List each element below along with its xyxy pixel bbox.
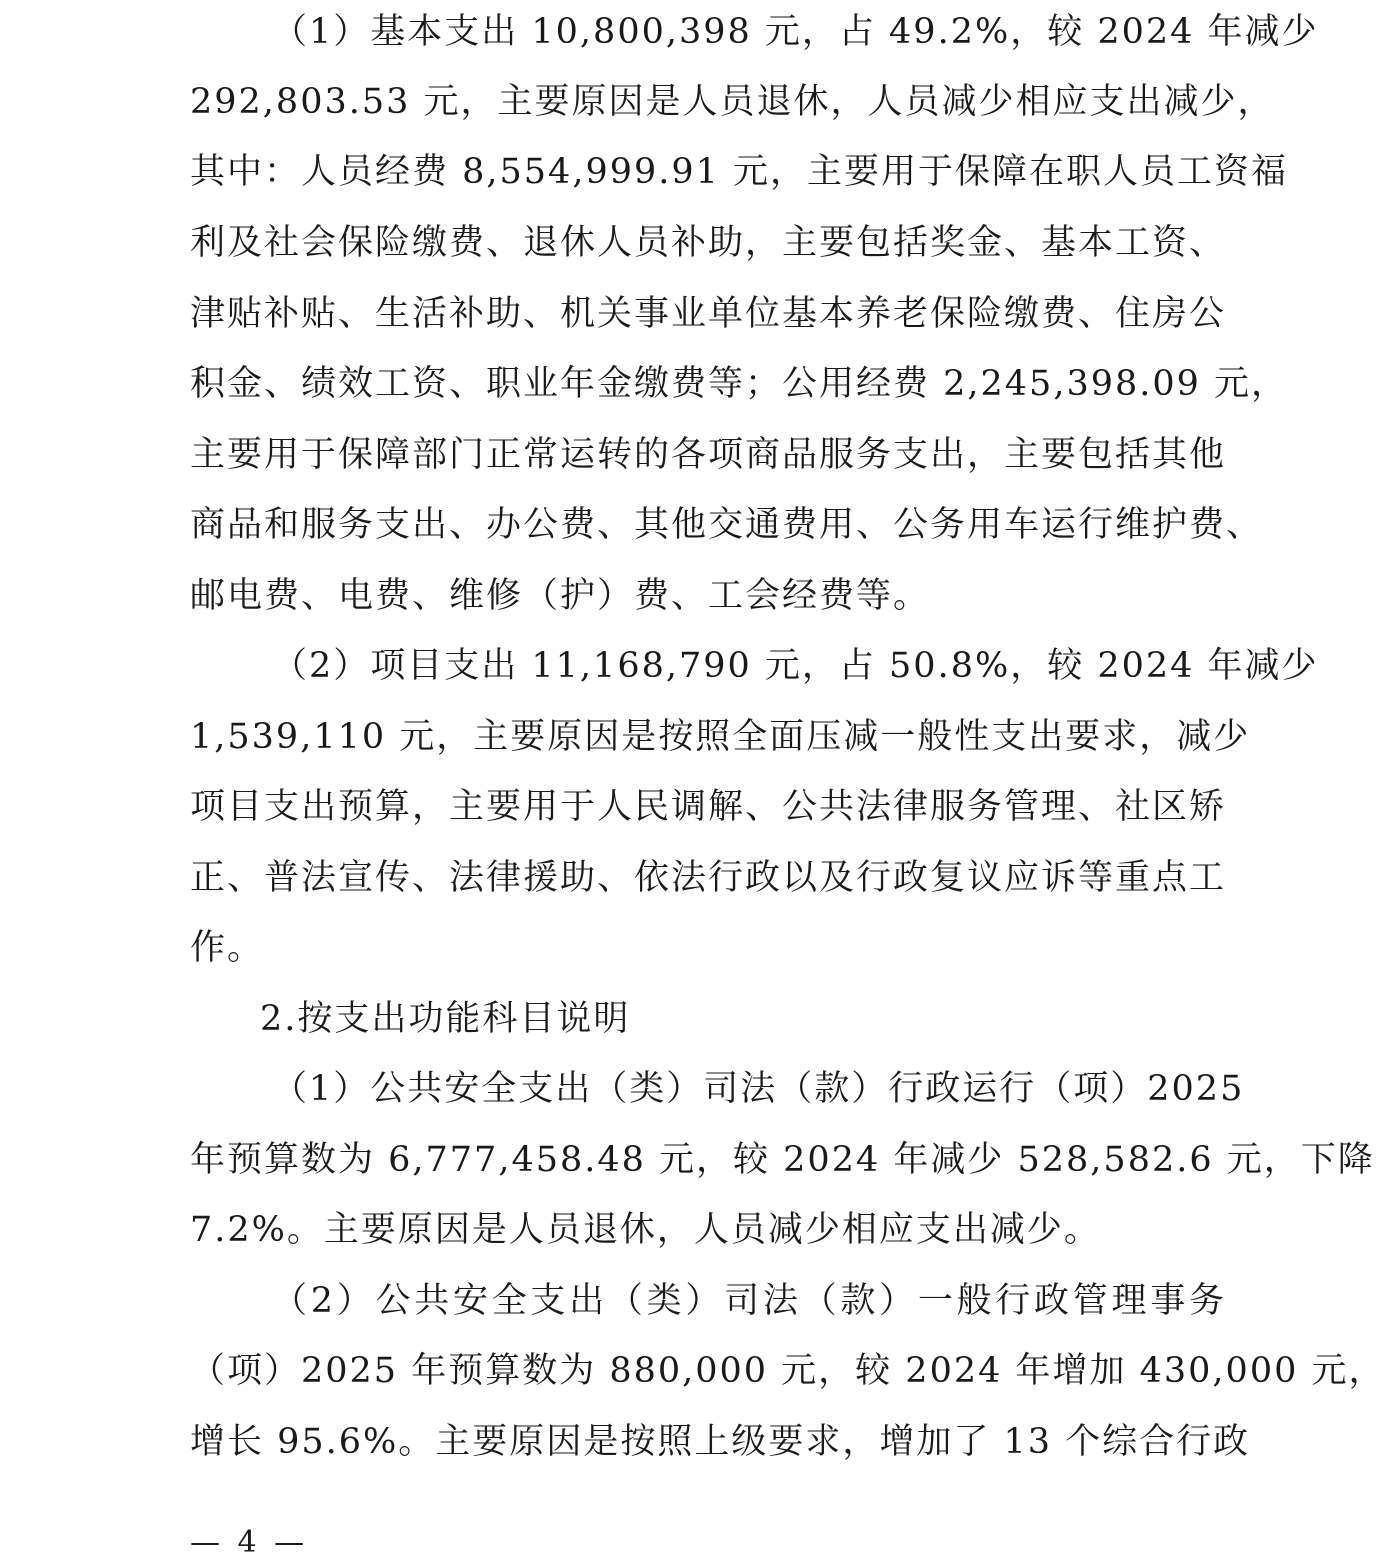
body-line: 292,803.53 元，主要原因是人员退休，人员减少相应支出减少， — [190, 82, 1275, 122]
body-line: 正、普法宣传、法律援助、依法行政以及行政复议应诉等重点工 — [190, 858, 1227, 898]
body-line: （1）基本支出 10,800,398 元，占 49.2%，较 2024 年减少 — [272, 12, 1319, 52]
body-line: 利及社会保险缴费、退休人员补助，主要包括奖金、基本工资、 — [190, 223, 1227, 263]
document-page — [190, 0, 1386, 1554]
body-line: 年预算数为 6,777,458.48 元，较 2024 年减少 528,582.6 元，下降 — [190, 1140, 1375, 1180]
body-line: （项）2025 年预算数为 880,000 元，较 2024 年增加 430,000 元， — [190, 1351, 1386, 1391]
section-heading: 2.按支出功能科目说明 — [260, 999, 631, 1039]
body-line: 作。 — [190, 928, 265, 968]
body-line: 项目支出预算，主要用于人民调解、公共法律服务管理、社区矫 — [190, 787, 1227, 827]
body-line: （2）项目支出 11,168,790 元，占 50.8%，较 2024 年减少 — [272, 646, 1319, 686]
body-line: 商品和服务支出、办公费、其他交通费用、公务用车运行维护费、 — [190, 505, 1264, 545]
body-line: 增长 95.6%。主要原因是按照上级要求，增加了 13 个综合行政 — [190, 1422, 1251, 1462]
page-number: — 4 — — [190, 1525, 309, 1560]
body-line: 邮电费、电费、维修（护）费、工会经费等。 — [190, 576, 931, 616]
body-line: 津贴补贴、生活补助、机关事业单位基本养老保险缴费、住房公 — [190, 294, 1227, 334]
body-line: （1）公共安全支出（类）司法（款）行政运行（项）2025 — [272, 1069, 1245, 1109]
body-line: 1,539,110 元，主要原因是按照全面压减一般性支出要求，减少 — [190, 717, 1251, 757]
body-line: 其中：人员经费 8,554,999.91 元，主要用于保障在职人员工资福 — [190, 152, 1289, 192]
body-line: 积金、绩效工资、职业年金缴费等；公用经费 2,245,398.09 元， — [190, 364, 1289, 404]
body-line: （2）公共安全支出（类）司法（款）一般行政管理事务 — [272, 1281, 1226, 1321]
body-line: 7.2%。主要原因是人员退休，人员减少相应支出减少。 — [190, 1210, 1101, 1250]
body-line: 主要用于保障部门正常运转的各项商品服务支出，主要包括其他 — [190, 435, 1227, 475]
